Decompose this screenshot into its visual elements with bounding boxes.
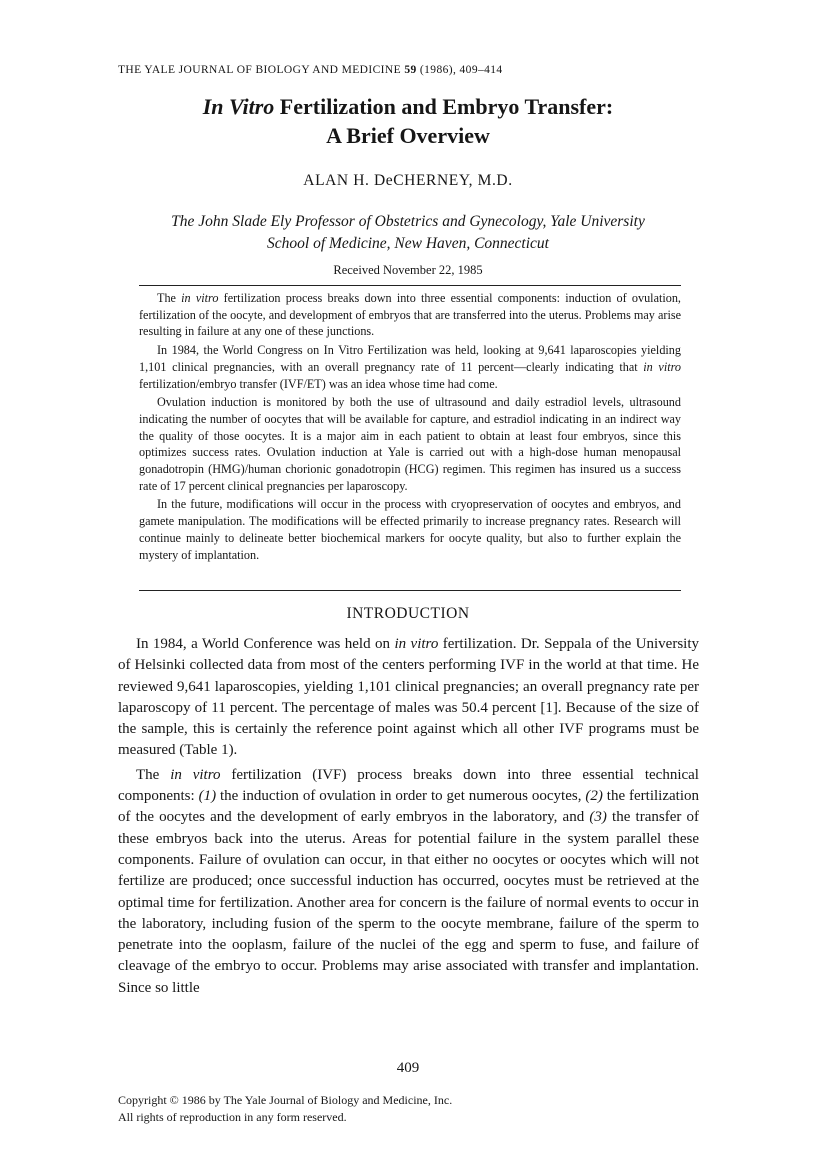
- article-title: [100, 92, 716, 150]
- affiliation-line-1: The John Slade Ely Professor of Obstetrics and Gynecology, Yale University: [171, 213, 645, 230]
- text-run-italic: in vitro: [170, 766, 221, 783]
- abstract-paragraph: In the future, modifications will occur in the process with cryopreservation of oocytes and embryos, and gamete manipulation. The modifications will be effected primarily to increase pregnancy rates. Research will continue mainly to delineate better biochemical markers for oocyte quality, but also to further explain the mystery of implantation.: [139, 497, 681, 562]
- text-run: The: [136, 766, 171, 783]
- text-run: fertilization/embryo transfer (IVF/ET) was an idea whose time had come.: [139, 376, 498, 391]
- text-run: In 1984, a World Conference was held on: [136, 636, 395, 652]
- title-line-1-rest: Fertilization and Embryo Transfer:: [274, 94, 614, 119]
- text-run: fertilization (IVF) process breaks down into three essential technical components:: [118, 766, 699, 805]
- body-paragraph: [118, 634, 699, 762]
- list-marker-1: (1): [198, 788, 217, 805]
- copyright-line-2: All rights of reproduction in any form reserved.: [118, 1110, 347, 1124]
- abstract-paragraph: [139, 290, 681, 340]
- text-run-italic: in vitro: [643, 359, 681, 374]
- copyright-line-1: Copyright © 1986 by The Yale Journal of Biology and Medicine, Inc.: [118, 1093, 453, 1107]
- text-run-italic: in vitro: [394, 636, 439, 652]
- page-number: 409: [396, 1060, 420, 1076]
- text-run: In 1984, the World Congress on In Vitro Fertilization was held, looking at 9,641 laparoscopies yielding 1,101 clinical pregnancies, with an overall pregnancy rate of 11 percent—clearly indicating that: [139, 343, 681, 374]
- text-run: fertilization process breaks down into three essential components: induction of ovulation, fertilization of the oocyte, and development of embryos that are transferred into the uterus. Problems may arise resulting in failure at any one of these junctions.: [139, 291, 681, 339]
- text-run: the transfer of these embryos back into the uterus. Areas for potential failure in the system parallel these components. Failure of ovulation can occur, in that either no oocytes or oocytes which will not fertilize are produced; once successful induction has occurred, oocytes must be retrieved at the optimal time for fertilization. Another area for concern is the failure of normal events to occur in the laboratory, including fusion of the sperm to the oocyte membrane, failure of the sperm to penetrate into the ooplasm, failure of the nuclei of the egg and sperm to fuse, and failure of cleavage of the embryo to occur. Problems may arise associated with transfer and implantation. Since so little: [118, 809, 699, 996]
- section-heading-introduction: INTRODUCTION: [346, 605, 470, 622]
- body-paragraph: [118, 765, 699, 999]
- received-date: Received November 22, 1985: [333, 263, 483, 277]
- list-marker-2: (2): [585, 788, 603, 805]
- running-head: [118, 64, 503, 76]
- title-line-1: [100, 92, 716, 121]
- journal-name: THE YALE JOURNAL OF BIOLOGY AND MEDICINE: [118, 64, 402, 76]
- abstract-paragraph: [139, 342, 681, 392]
- text-run: the fertilization of the oocytes and the development of early embryos in the laboratory, and: [118, 788, 699, 826]
- abstract-top-rule: [139, 285, 681, 286]
- abstract: [139, 290, 681, 565]
- journal-year-pages: (1986), 409–414: [419, 64, 503, 76]
- title-italic: In Vitro: [202, 94, 275, 119]
- text-run: the induction of ovulation in order to get numerous oocytes,: [216, 788, 586, 805]
- copyright-notice: [118, 1092, 452, 1126]
- affiliation-line-2: School of Medicine, New Haven, Connecticut: [267, 235, 549, 252]
- title-line-2: A Brief Overview: [326, 123, 490, 148]
- author-name: ALAN H. DeCHERNEY, M.D.: [303, 172, 513, 189]
- introduction-body: [118, 634, 699, 1002]
- abstract-bottom-rule: [139, 590, 681, 591]
- text-run: fertilization. Dr. Seppala of the University of Helsinki collected data from most of the centers performing IVF in the world at that time. He reviewed 9,641 laparoscopies, yielding 1,101 clinical pregnancies; an overall pregnancy rate per laparoscopy of 11 percent. The percentage of males was 50.4 percent [1]. Because of the size of the sample, this is certainly the reference point against which all other IVF programs must be measured (Table 1).: [118, 636, 699, 759]
- text-run: The: [157, 291, 182, 305]
- journal-volume: 59: [404, 64, 417, 76]
- list-marker-3: (3): [589, 809, 607, 826]
- author-affiliation: [100, 211, 716, 255]
- abstract-paragraph: Ovulation induction is monitored by both the use of ultrasound and daily estradiol levels, ultrasound indicating the number of oocytes that will be available for capture, and estradiol indicating in an indirect way the quality of those oocytes. It is a major aim in each patient to obtain at least four embryos, since this optimizes success rates. Ovulation induction at Yale is carried out with a high-dose human menopausal gonadotropin (HMG)/human chorionic gonadotropin (HCG) regimen. This regimen has insured us a success rate of 17 percent clinical pregnancies per laparoscopy.: [139, 395, 681, 493]
- text-run-italic: in vitro: [181, 291, 219, 305]
